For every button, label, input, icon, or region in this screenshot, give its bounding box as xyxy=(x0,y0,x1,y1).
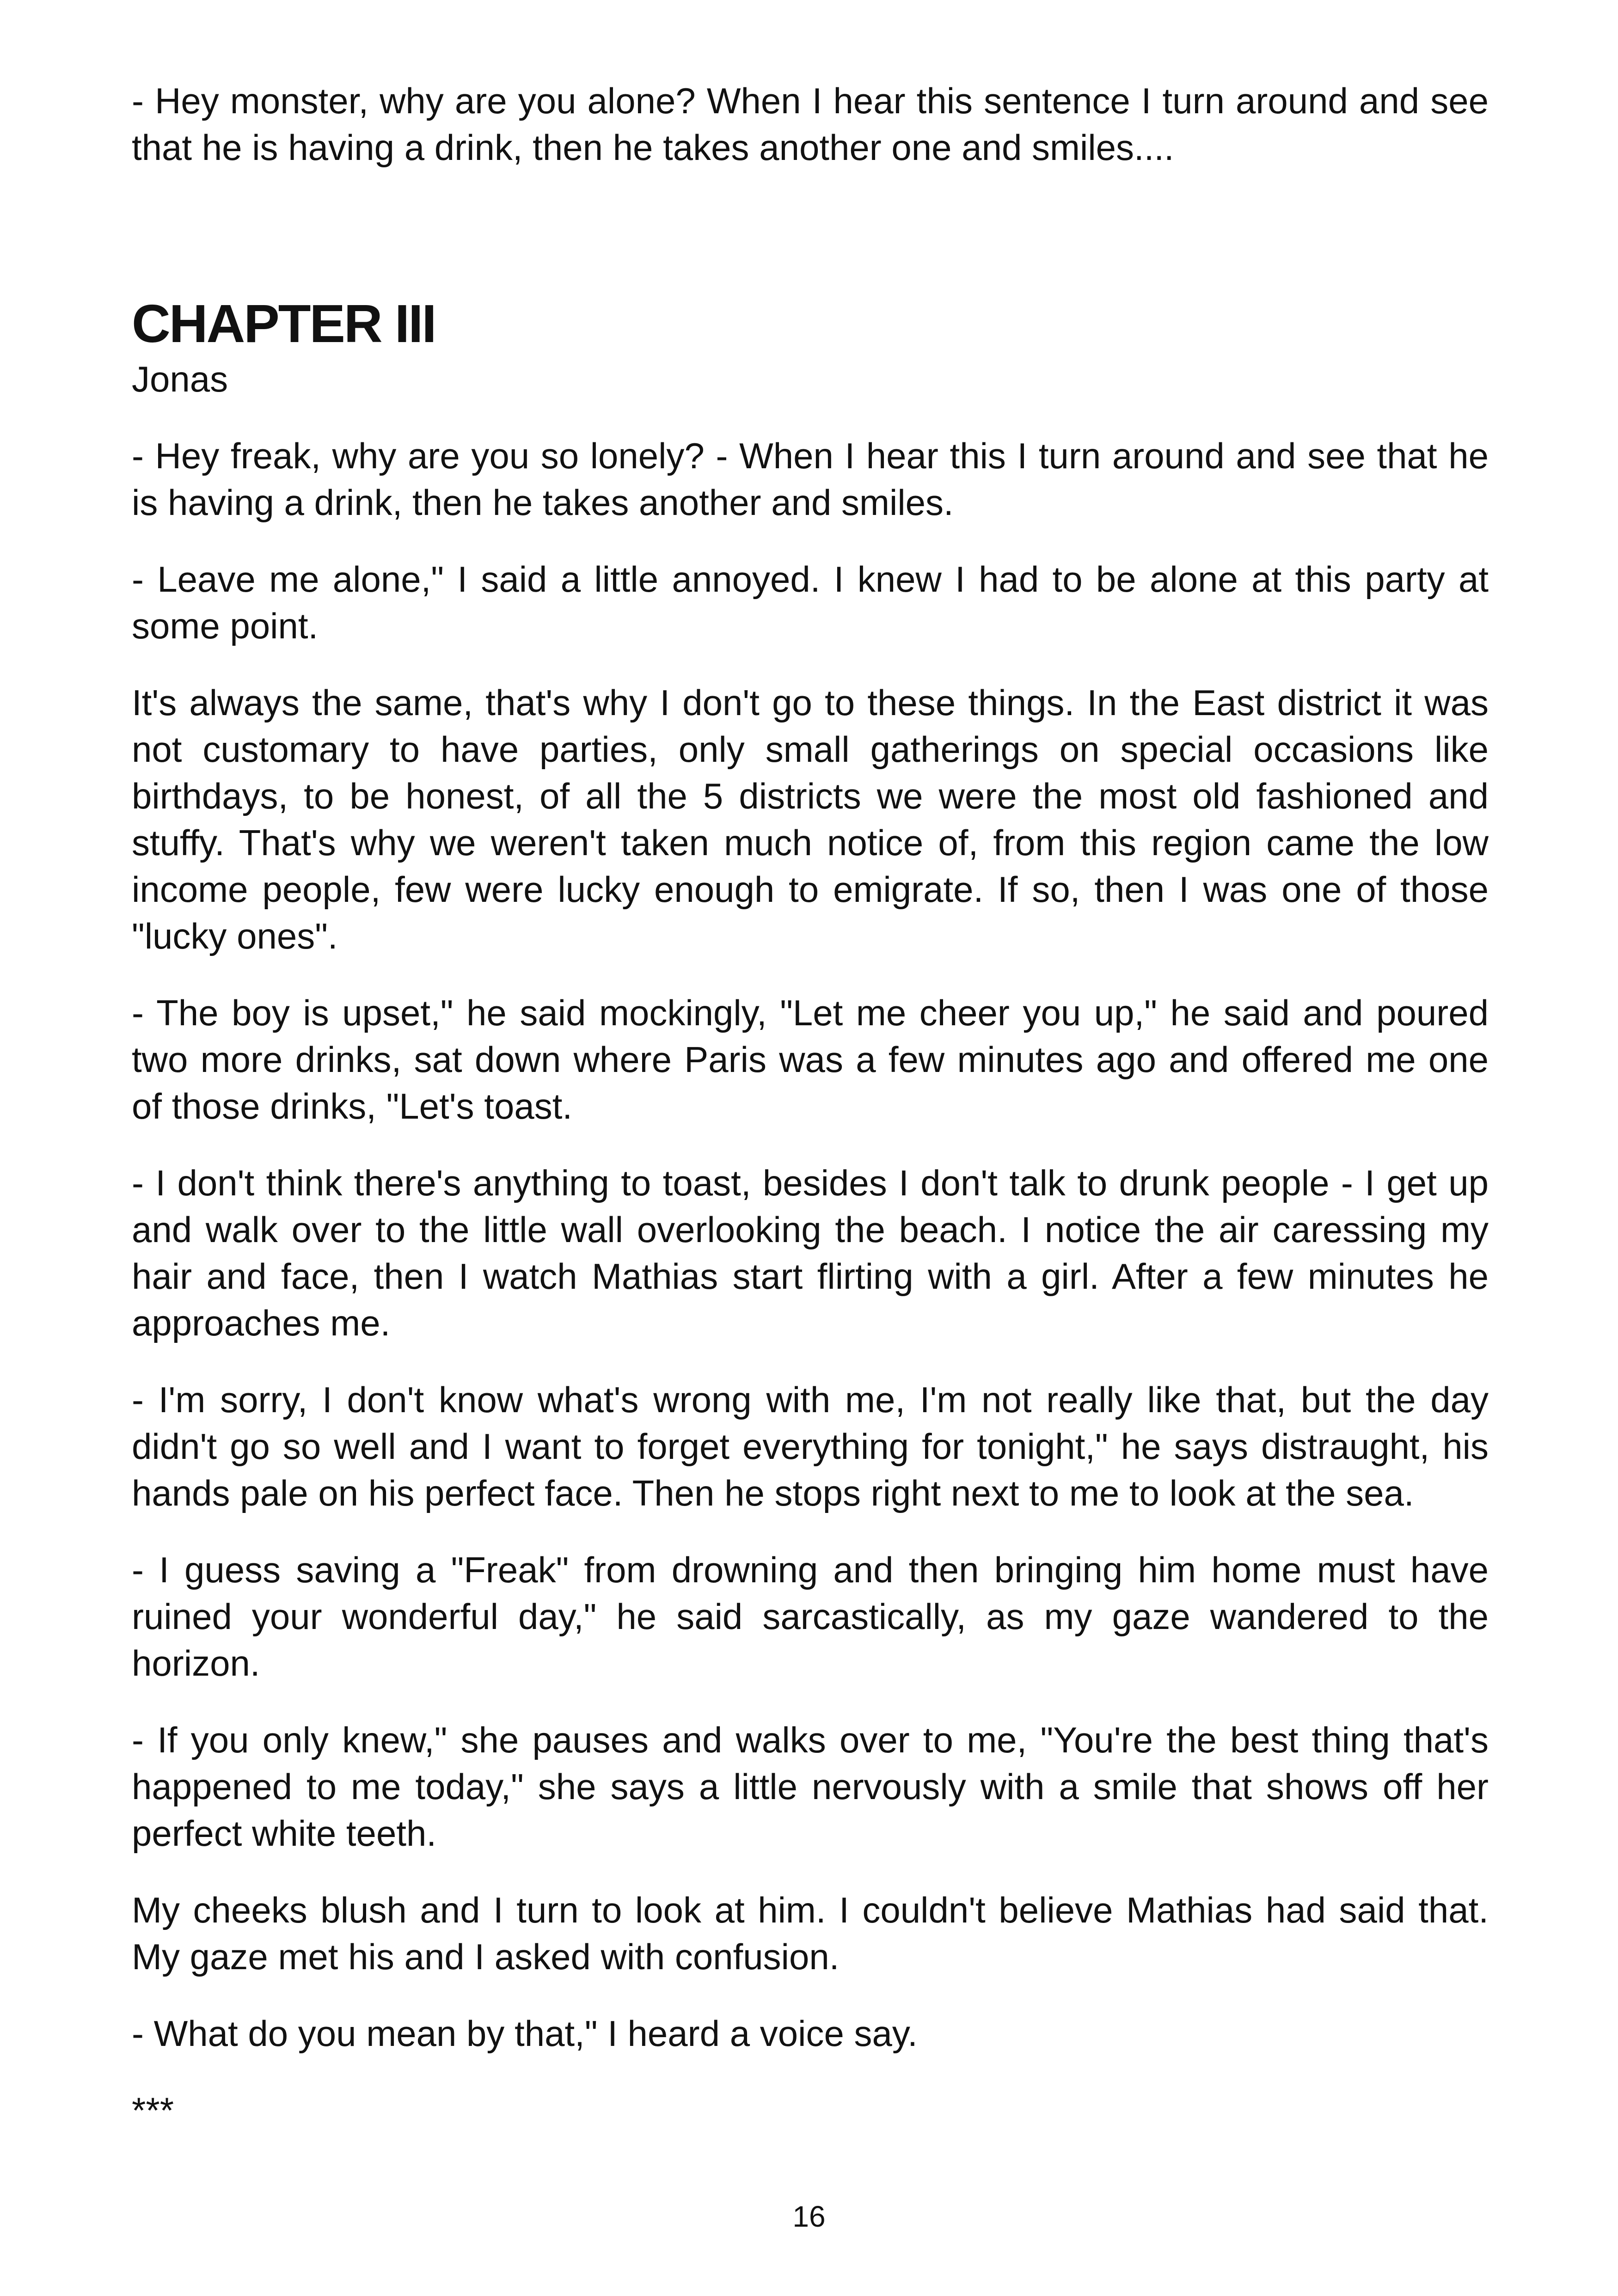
paragraph-opening: - Hey monster, why are you alone? When I hear this sentence I turn around and see that he is having a drink, then he takes another one and smiles.... xyxy=(132,80,1489,168)
paragraph: - Leave me alone," I said a little annoyed. I knew I had to be alone at this party at some point. xyxy=(132,559,1489,646)
paragraph: - I don't think there's anything to toast, besides I don't talk to drunk people - I get up and walk over to the little wall overlooking the beach. I notice the air caressing my hair and face, then I watch Mathias start flirting with a girl. After a few minutes he approaches me. xyxy=(132,1163,1489,1343)
chapter-heading: CHAPTER III xyxy=(132,294,435,354)
page-number: 16 xyxy=(792,2200,826,2233)
paragraph: - If you only knew," she pauses and walks over to me, "You're the best thing that's happened to me today," she says a little nervously with a smile that shows off her perfect white teeth. xyxy=(132,1720,1489,1854)
paragraph: My cheeks blush and I turn to look at him. I couldn't believe Mathias had said that. My gaze met his and I asked with confusion. xyxy=(132,1890,1489,1977)
paragraph: - What do you mean by that," I heard a voice say. xyxy=(132,2013,918,2054)
paragraph: - Hey freak, why are you so lonely? - When I hear this I turn around and see that he is having a drink, then he takes another and smiles. xyxy=(132,435,1489,523)
paragraph: - The boy is upset," he said mockingly, "Let me cheer you up," he said and poured two more drinks, sat down where Paris was a few minutes ago and offered me one of those drinks, "Let's toast. xyxy=(132,992,1489,1127)
page-content xyxy=(132,78,1489,2134)
scene-break: *** xyxy=(132,2090,174,2131)
paragraph: It's always the same, that's why I don't go to these things. In the East district it was not customary to have parties, only small gatherings on special occasions like birthdays, to be honest, of all the 5 districts we were the most old fashioned and stuffy. That's why we weren't taken much notice of, from this region came the low income people, few were lucky enough to emigrate. If so, then I was one of those "lucky ones". xyxy=(132,682,1489,956)
chapter-subtitle: Jonas xyxy=(132,359,228,399)
paragraph: - I'm sorry, I don't know what's wrong with me, I'm not really like that, but the day didn't go so well and I want to forget everything for tonight," he says distraught, his hands pale on his perfect face. Then he stops right next to me to look at the sea. xyxy=(132,1379,1489,1513)
paragraph: - I guess saving a "Freak" from drowning and then bringing him home must have ruined your wonderful day," he said sarcastically, as my gaze wandered to the horizon. xyxy=(132,1549,1489,1684)
